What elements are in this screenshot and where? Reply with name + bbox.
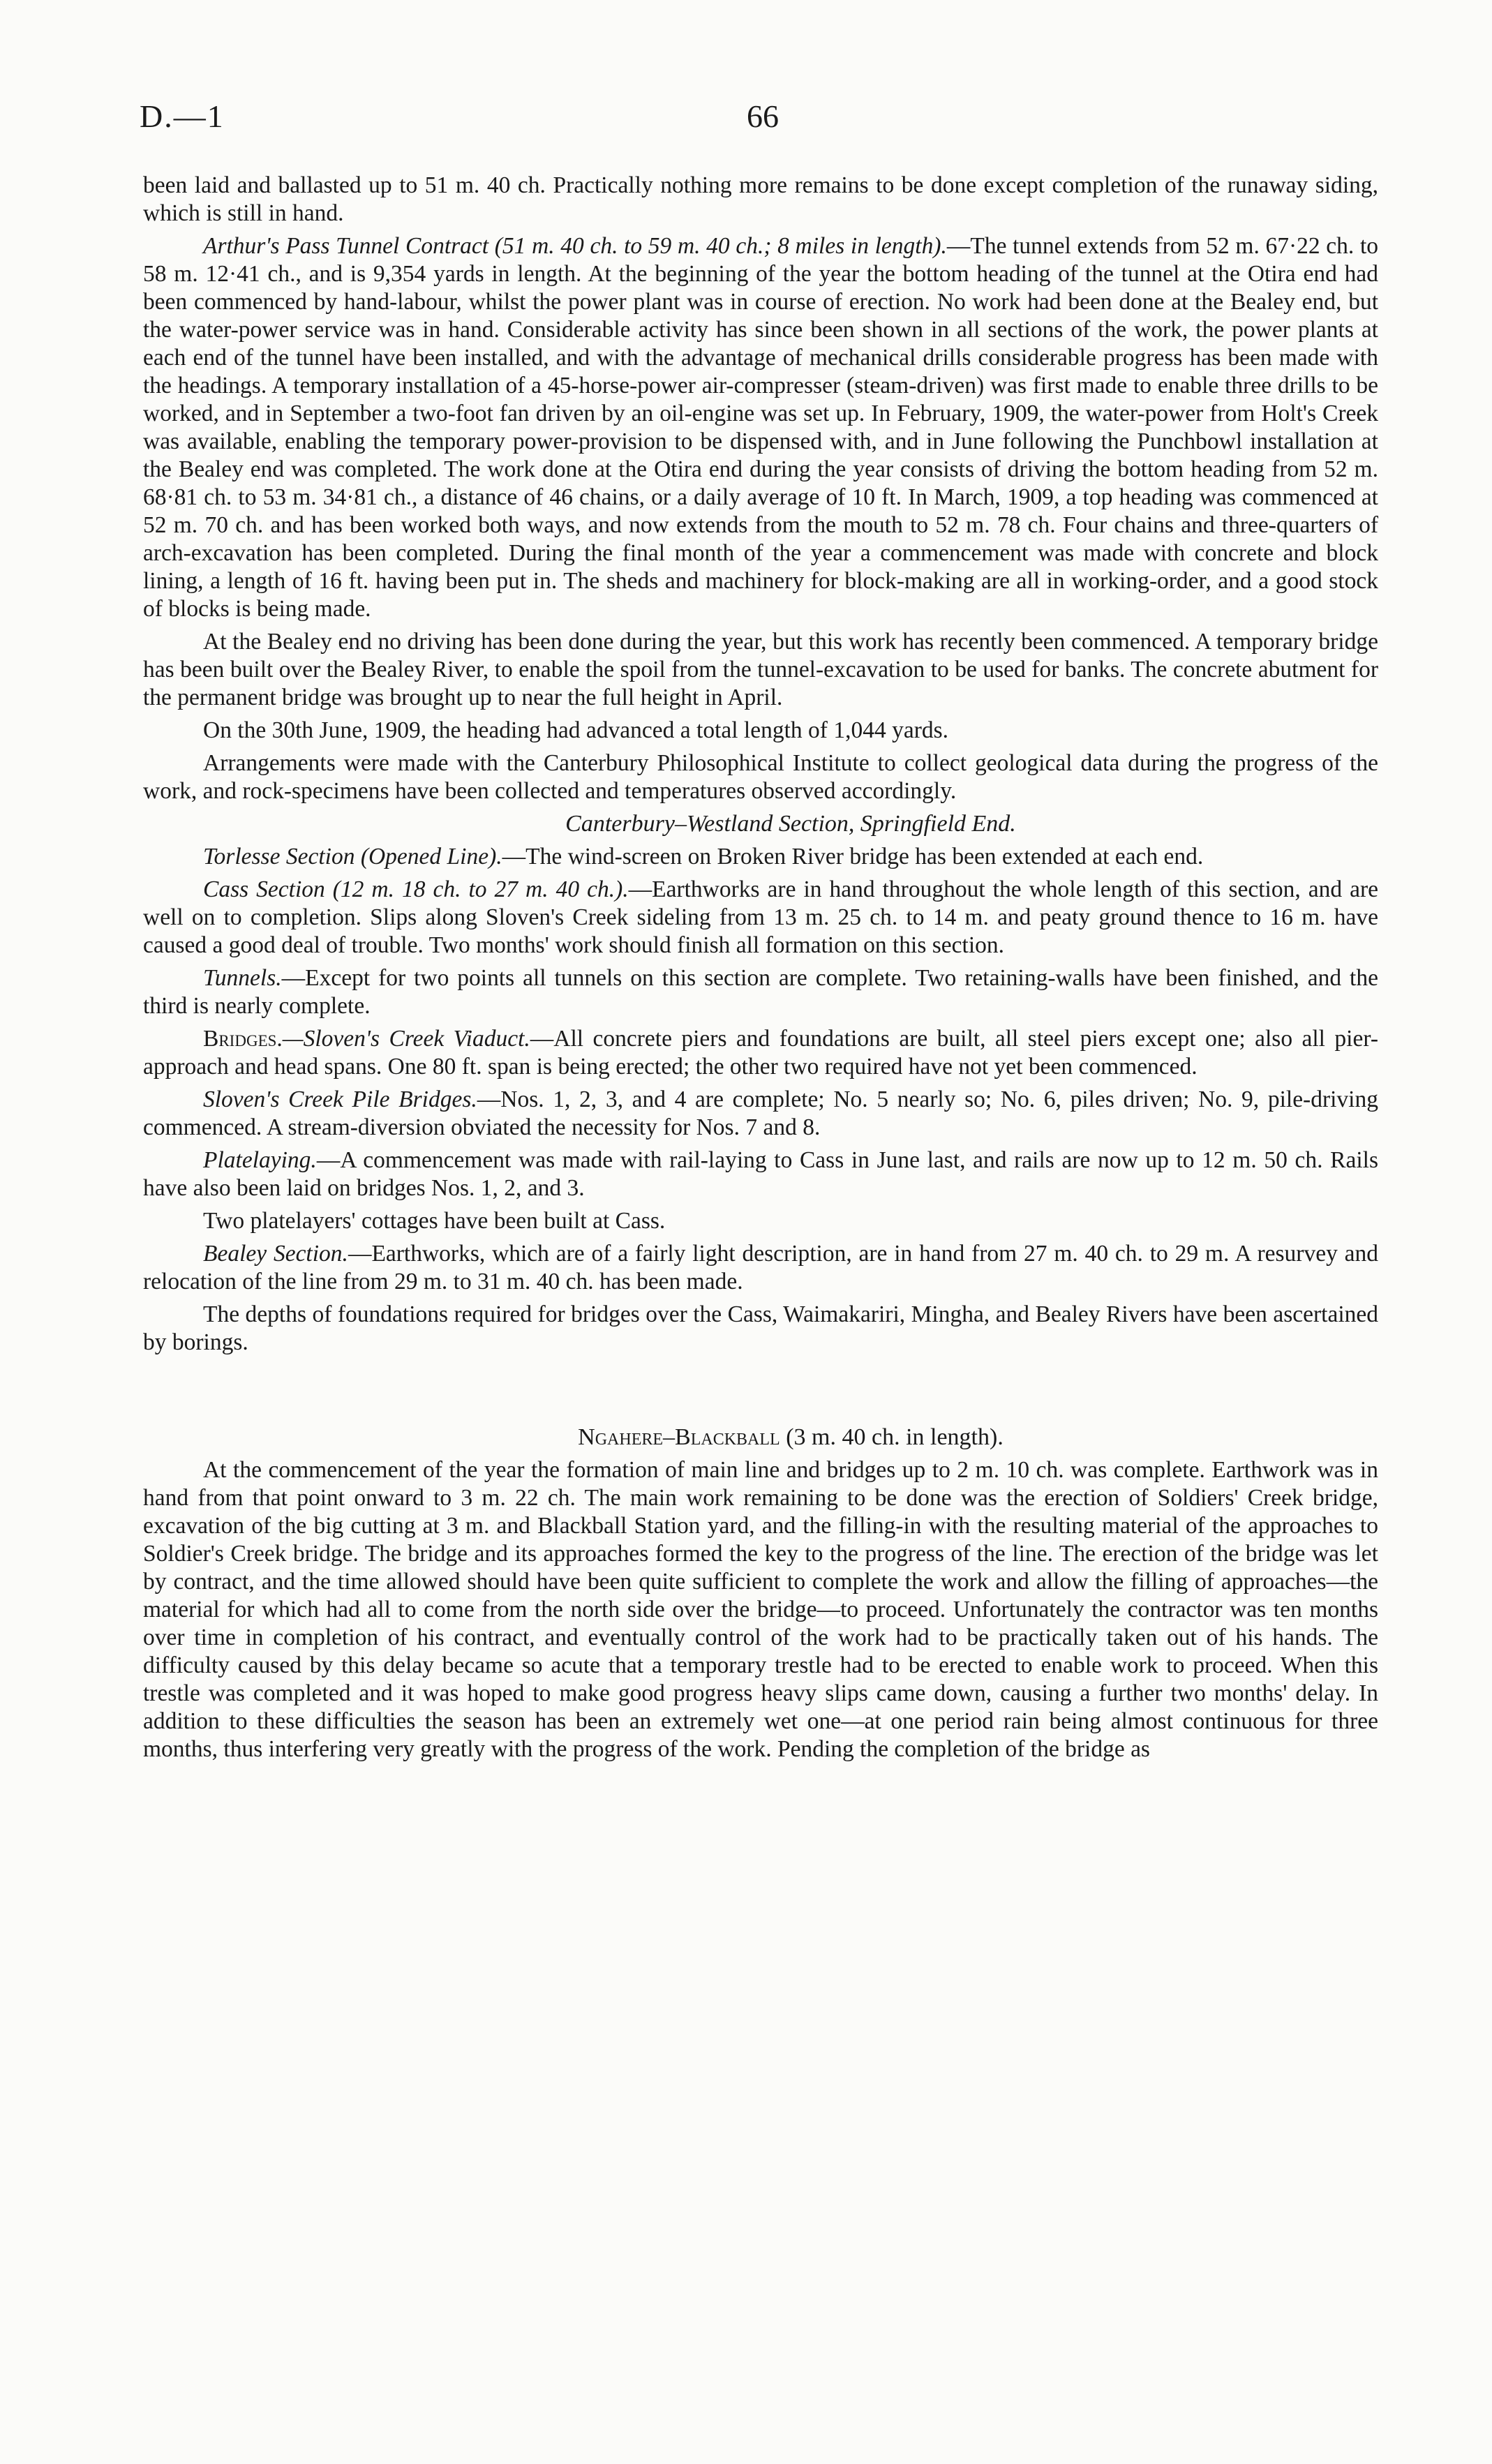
paragraph-text: been laid and ballasted up to 51 m. 40 ch. Practically nothing more remains to be done except completion of the runaway siding, which is still in hand. <box>143 172 1378 226</box>
paragraph-lead-smallcaps: Bridges. <box>203 1026 283 1052</box>
running-header <box>140 91 1382 147</box>
paragraph-lead: Cass Section (12 m. 18 ch. to 27 m. 40 ch.). <box>203 876 629 902</box>
paragraph-text: At the commencement of the year the formation of main line and bridges up to 2 m. 10 ch. was complete. Earthwork was in hand from that point onward to 3 m. 22 ch. The main work remaining to be done was the erection of Soldiers' Creek bridge, excavation of the big cutting at 3 m. and Blackball Station yard, and the filling-in with the resulting material of the approaches to Soldier's Creek bridge. The bridge and its approaches formed the key to the progress of the line. The erection of the bridge was let by contract, and the time allowed should have been quite sufficient to complete the work and allow the filling of approaches—the material for which had all to come from the north side over the bridge—to proceed. Unfortunately the contractor was ten months over time in completion of his contract, and eventually control of the work had to be practically taken out of his hands. The difficulty caused by this delay became so acute that a temporary trestle had to be erected to enable work to proceed. When this trestle was completed and it was hoped to make good progress heavy slips came down, causing a further two months' delay. In addition to these difficulties the season has been an extremely wet one—at one period rain being almost continuous for three months, thus interfering very greatly with the progress of the work. Pending the completion of the bridge as <box>143 1457 1378 1762</box>
paragraph-bridges <box>143 1025 1378 1081</box>
paragraph-text: —Earthworks are in hand throughout the whole length of this section, and are well on to completion. Slips along Sloven's Creek sideling from 13 m. 25 ch. to 14 m. and peaty ground thence to 16 m. have caused a good deal of trouble. Two months' work should finish all formation on this section. <box>143 876 1378 958</box>
paragraph-text: At the Bealey end no driving has been done during the year, but this work has recently been commenced. A temporary bridge has been built over the Bealey River, to enable the spoil from the tunnel-excavation to be used for banks. The concrete abutment for the permanent bridge was brought up to near the full height in April. <box>143 629 1378 710</box>
page-number: 66 <box>747 98 779 134</box>
paragraph-text: —All concrete piers and foundations are built, all steel piers except one; also all pier-approach and head spans. One 80 ft. span is being erected; the other two required have not yet been commenced. <box>143 1026 1378 1080</box>
paragraph-text: —Except for two points all tunnels on this section are complete. Two retaining-walls have been finished, and the third is nearly complete. <box>143 965 1378 1019</box>
paragraph-text: —Earthworks, which are of a fairly light description, are in hand from 27 m. 40 ch. to 29 m. A resurvey and relocation of the line from 29 m. to 31 m. 40 ch. has been made. <box>143 1241 1379 1294</box>
paragraph-lead: —Sloven's Creek Viaduct. <box>282 1026 530 1052</box>
paragraph-text: Two platelayers' cottages have been built at Cass. <box>203 1208 666 1234</box>
paragraph-philosophical-institute <box>143 749 1378 805</box>
section-heading-length: (3 m. 40 ch. in length). <box>779 1424 1004 1450</box>
paragraph-platelayers-cottages <box>143 1207 1378 1235</box>
section-heading-springfield-end: Canterbury–Westland Section, Springfield End. <box>565 811 1016 837</box>
paragraph-text: On the 30th June, 1909, the heading had advanced a total length of 1,044 yards. <box>203 717 949 743</box>
paragraph-lead: Platelaying. <box>203 1147 317 1173</box>
paragraph-lead: Arthur's Pass Tunnel Contract (51 m. 40 ch. to 59 m. 40 ch.; 8 miles in length). <box>203 233 947 259</box>
paragraph-tunnels <box>143 964 1378 1020</box>
paragraph-text: The depths of foundations required for bridges over the Cass, Waimakariri, Mingha, and Bealey Rivers have been ascertained by borings. <box>143 1301 1378 1355</box>
paragraph-continuation <box>143 172 1378 227</box>
paragraph-text: —Nos. 1, 2, 3, and 4 are complete; No. 5 nearly so; No. 6, piles driven; No. 9, pile-driving commenced. A stream-diversion obviated the necessity for Nos. 7 and 8. <box>143 1087 1378 1140</box>
paragraph-heading-total <box>143 717 1378 745</box>
paragraph-lead: Bealey Section. <box>203 1241 348 1267</box>
paragraph-lead: Torlesse Section (Opened Line). <box>203 844 502 869</box>
paragraph-text: —The tunnel extends from 52 m. 67·22 ch. to 58 m. 12·41 ch., and is 9,354 yards in length. At the beginning of the year the bottom heading of the tunnel at the Otira end had been commenced by hand-labour, whilst the power plant was in course of erection. No work had been done at the Bealey end, but the water-power service was in hand. Considerable activity has since been shown in all sections of the work, the power plants at each end of the tunnel have been installed, and with the advantage of mechanical drills considerable progress has been made with the headings. A temporary installation of a 45-horse-power air-compresser (steam-driven) was first made to enable three drills to be worked, and in September a two-foot fan driven by an oil-engine was set up. In February, 1909, the water-power from Holt's Creek was available, enabling the temporary power-provision to be dispensed with, and in June following the Punchbowl installation at the Bealey end was completed. The work done at the Otira end during the year consists of driving the bottom heading from 52 m. 68·81 ch. to 53 m. 34·81 ch., a distance of 46 chains, or a daily average of 10 ft. In March, 1909, a top heading was commenced at 52 m. 70 ch. and has been worked both ways, and now extends from the mouth to 52 m. 78 ch. Four chains and three-quarters of arch-excavation has been completed. During the final month of the year a commencement was made with concrete and block lining, a length of 16 ft. having been put in. The sheds and machinery for block-making are all in working-order, and a good stock of blocks is being made. <box>143 233 1378 622</box>
document-reference: D.—1 <box>140 98 225 134</box>
paragraph-arthurs-pass-tunnel <box>143 232 1378 623</box>
paragraph-torlesse-section <box>143 843 1378 871</box>
paragraph-text: —The wind-screen on Broken River bridge has been extended at each end. <box>502 844 1204 869</box>
paragraph-lead: Sloven's Creek Pile Bridges. <box>203 1087 477 1112</box>
paragraph-bealey-end <box>143 628 1378 712</box>
paragraph-lead: Tunnels. <box>203 965 282 991</box>
paragraph-text: Arrangements were made with the Canterbury Philosophical Institute to collect geological data during the progress of the work, and rock-specimens have been collected and temperatures observed accordingly. <box>143 750 1378 804</box>
paragraph-cass-section <box>143 876 1378 960</box>
body-text <box>143 172 1378 1768</box>
paragraph-platelaying <box>143 1147 1378 1202</box>
paragraph-ngahere-blackball <box>143 1456 1378 1763</box>
section-heading-name: Ngahere–Blackball <box>578 1424 780 1450</box>
section-heading-ngahere-blackball <box>143 1424 1378 1451</box>
paragraph-pile-bridges <box>143 1086 1378 1142</box>
paragraph-bealey-section <box>143 1240 1378 1296</box>
paragraph-foundations <box>143 1301 1378 1357</box>
paragraph-text: —A commencement was made with rail-laying to Cass in June last, and rails are now up to 12 m. 50 ch. Rails have also been laid on bridges Nos. 1, 2, and 3. <box>143 1147 1378 1201</box>
